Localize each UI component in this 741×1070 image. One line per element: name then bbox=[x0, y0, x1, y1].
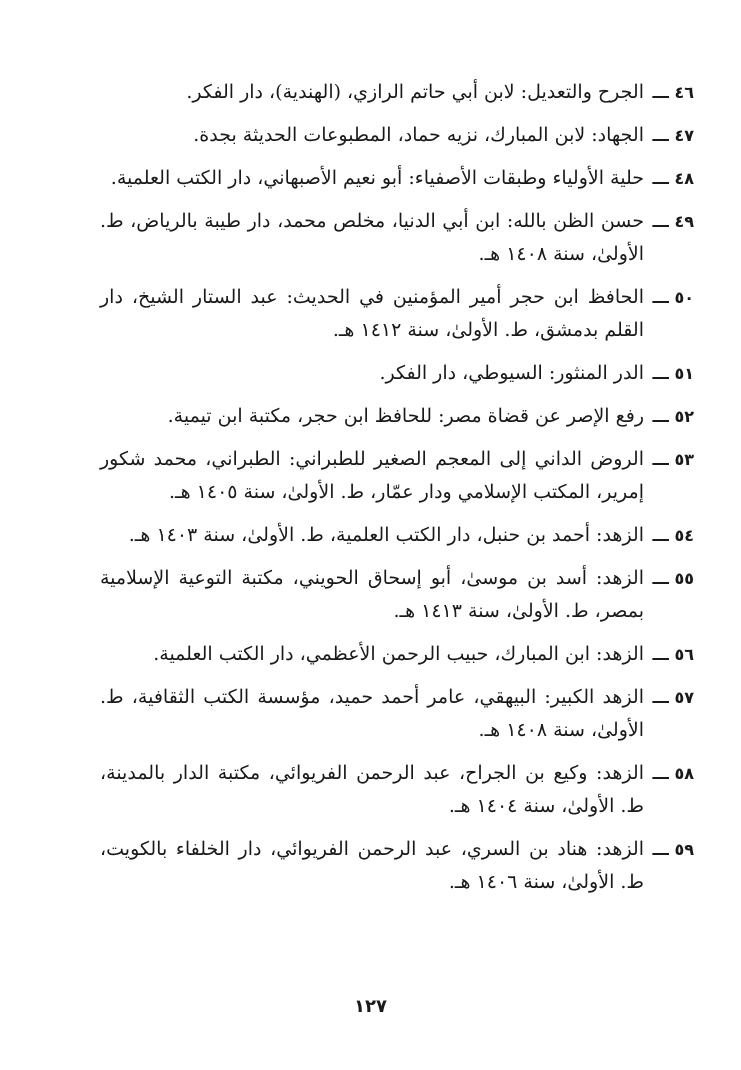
reference-number: ٥٣ ـــ bbox=[652, 450, 694, 469]
reference-text: الروض الداني إلى المعجم الصغير للطبراني: الطبراني، محمد شكور إمرير، المكتب الإسلامي ودار عمّار، ط. الأولىٰ، سنة ١٤٠٥ هـ. bbox=[100, 448, 644, 503]
reference-item bbox=[100, 400, 694, 433]
reference-number: ٥٤ ـــ bbox=[652, 526, 694, 545]
reference-text: الزهد: أحمد بن حنبل، دار الكتب العلمية، ط. الأولىٰ، سنة ١٤٠٣ هـ. bbox=[128, 524, 644, 546]
reference-number: ٤٦ ـــ bbox=[652, 83, 694, 102]
reference-text: حسن الظن بالله: ابن أبي الدنيا، مخلص محمد، دار طيبة بالرياض، ط. الأولىٰ، سنة ١٤٠٨ هـ. bbox=[100, 210, 644, 265]
reference-item bbox=[100, 562, 694, 628]
reference-number: ٥٨ ـــ bbox=[652, 764, 694, 783]
reference-number: ٥٦ ـــ bbox=[652, 645, 694, 664]
reference-item bbox=[100, 443, 694, 509]
reference-item bbox=[100, 638, 694, 671]
reference-item bbox=[100, 205, 694, 271]
reference-text: رفع الإصر عن قضاة مصر: للحافظ ابن حجر، مكتبة ابن تيمية. bbox=[167, 405, 644, 427]
reference-list bbox=[100, 76, 694, 909]
reference-item bbox=[100, 681, 694, 747]
reference-number: ٥٥ ـــ bbox=[652, 569, 694, 588]
reference-text: الدر المنثور: السيوطي، دار الفكر. bbox=[379, 362, 644, 384]
reference-number: ٥٩ ـــ bbox=[652, 840, 694, 859]
reference-number: ٥٠ ـــ bbox=[652, 288, 694, 307]
reference-item bbox=[100, 519, 694, 552]
reference-item bbox=[100, 833, 694, 899]
reference-item bbox=[100, 162, 694, 195]
reference-text: الحافظ ابن حجر أمير المؤمنين في الحديث: عبد الستار الشيخ، دار القلم بدمشق، ط. الأولىٰ، سنة ١٤١٢ هـ. bbox=[100, 286, 644, 341]
reference-number: ٤٩ ـــ bbox=[652, 212, 694, 231]
reference-text: حلية الأولياء وطبقات الأصفياء: أبو نعيم الأصبهاني، دار الكتب العلمية. bbox=[110, 167, 644, 189]
reference-number: ٤٧ ـــ bbox=[652, 126, 694, 145]
reference-item bbox=[100, 281, 694, 347]
reference-item bbox=[100, 357, 694, 390]
reference-text: الزهد: هناد بن السري، عبد الرحمن الفريوائي، دار الخلفاء بالكويت، ط. الأولىٰ، سنة ١٤٠٦ هـ. bbox=[100, 838, 644, 893]
reference-text: الجرح والتعديل: لابن أبي حاتم الرازي، (الهندية)، دار الفكر. bbox=[186, 81, 644, 103]
reference-text: الزهد: وكيع بن الجراح، عبد الرحمن الفريوائي، مكتبة الدار بالمدينة، ط. الأولىٰ، سنة ١٤٠٤ هـ. bbox=[100, 762, 644, 817]
reference-number: ٤٨ ـــ bbox=[652, 169, 694, 188]
reference-item bbox=[100, 76, 694, 109]
reference-text: الزهد: ابن المبارك، حبيب الرحمن الأعظمي، دار الكتب العلمية. bbox=[153, 643, 644, 665]
reference-number: ٥٧ ـــ bbox=[652, 688, 694, 707]
reference-text: الزهد: أسد بن موسىٰ، أبو إسحاق الحويني، مكتبة التوعية الإسلامية بمصر، ط. الأولىٰ، سنة ١٤١٣ هـ. bbox=[100, 567, 644, 622]
reference-item bbox=[100, 119, 694, 152]
reference-item bbox=[100, 757, 694, 823]
page-number: ١٢٧ bbox=[354, 996, 387, 1017]
reference-text: الزهد الكبير: البيهقي، عامر أحمد حميد، مؤسسة الكتب الثقافية، ط. الأولىٰ، سنة ١٤٠٨ هـ. bbox=[100, 686, 644, 741]
reference-number: ٥١ ـــ bbox=[652, 364, 694, 383]
reference-number: ٥٢ ـــ bbox=[652, 407, 694, 426]
reference-text: الجهاد: لابن المبارك، نزيه حماد، المطبوعات الحديثة بجدة. bbox=[193, 124, 644, 146]
